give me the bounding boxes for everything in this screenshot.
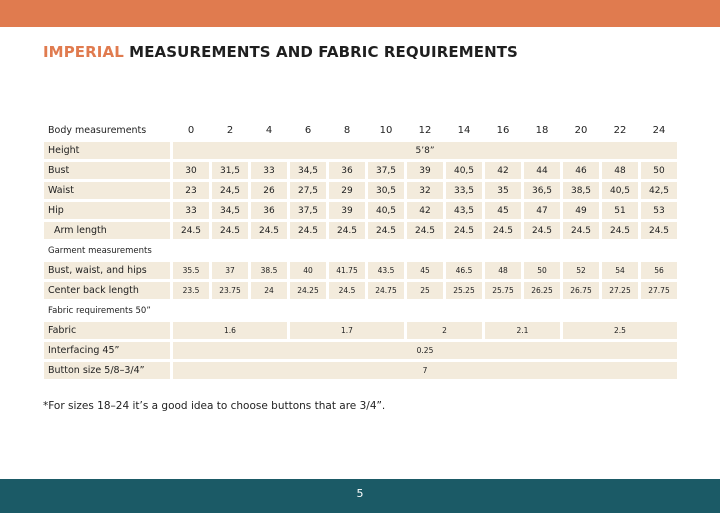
table-cell: 24.5: [485, 222, 521, 239]
table-cell: 27.25: [602, 282, 638, 299]
table-cell: 49: [563, 202, 599, 219]
table-cell: 26.75: [563, 282, 599, 299]
row-label: Interfacing 45”: [44, 342, 170, 359]
row-label: Bust, waist, and hips: [44, 262, 170, 279]
center-back-length-row: [44, 282, 677, 299]
table-cell: 29: [329, 182, 365, 199]
table-cell: 24.5: [368, 222, 404, 239]
size-header: 18: [535, 125, 549, 136]
height-row: [44, 142, 677, 159]
size-header: 20: [574, 125, 588, 136]
table-cell: 24.5: [563, 222, 599, 239]
table-cell: 24.5: [602, 222, 638, 239]
table-cell: 34,5: [212, 202, 248, 219]
bust-row: [44, 162, 677, 179]
table-cell: 50: [524, 262, 560, 279]
row-label: Waist: [44, 182, 170, 199]
table-cell: 38,5: [563, 182, 599, 199]
fabric-cell: 2.5: [563, 322, 677, 339]
table-cell: 54: [602, 262, 638, 279]
table-cell: 33,5: [446, 182, 482, 199]
table-cell: 24.5: [329, 282, 365, 299]
table-cell: 37,5: [368, 162, 404, 179]
row-label: Hip: [44, 202, 170, 219]
row-label: Fabric: [44, 322, 170, 339]
table-cell: 34,5: [290, 162, 326, 179]
fabric-cell: 1.7: [290, 322, 404, 339]
size-header: 14: [457, 125, 471, 136]
table-cell: 35.5: [173, 262, 209, 279]
table-cell: 26: [251, 182, 287, 199]
table-cell: 24.5: [446, 222, 482, 239]
table-cell: 53: [641, 202, 677, 219]
table-cell: 24.5: [407, 222, 443, 239]
table-cell: 25.25: [446, 282, 482, 299]
table-cell: 56: [641, 262, 677, 279]
waist-row: [44, 182, 677, 199]
page-number: 5: [356, 487, 364, 500]
size-header: 10: [379, 125, 393, 136]
row-label: Arm length: [44, 222, 170, 239]
table-cell: 41.75: [329, 262, 365, 279]
table-cell: 47: [524, 202, 560, 219]
fabric-row: [44, 322, 677, 339]
button-size-row: [44, 362, 677, 379]
table-cell: 23: [173, 182, 209, 199]
table-cell: 32: [407, 182, 443, 199]
size-header: 16: [496, 125, 510, 136]
top-accent-bar: [0, 0, 720, 27]
row-label: Bust: [44, 162, 170, 179]
table-cell: 30: [173, 162, 209, 179]
table-cell: 37,5: [290, 202, 326, 219]
size-header-row: [44, 122, 677, 139]
table-cell: 24: [251, 282, 287, 299]
size-header: 0: [187, 125, 195, 136]
size-header: 6: [304, 125, 312, 136]
table-cell: 24.75: [368, 282, 404, 299]
bust-waist-hips-row: [44, 262, 677, 279]
row-label: Height: [44, 142, 170, 159]
table-cell: 33: [173, 202, 209, 219]
fabric-requirements-heading: Fabric requirements 50”: [48, 305, 151, 316]
table-cell: 48: [602, 162, 638, 179]
size-header: 12: [418, 125, 432, 136]
table-cell: 46.5: [446, 262, 482, 279]
page-title: [43, 43, 518, 61]
table-cell: 39: [407, 162, 443, 179]
footnote: *For sizes 18–24 it’s a good idea to choose buttons that are 3/4”.: [43, 400, 386, 412]
table-cell: 24.5: [641, 222, 677, 239]
table-cell: 42: [407, 202, 443, 219]
interfacing-row: [44, 342, 677, 359]
table-cell: 38.5: [251, 262, 287, 279]
table-cell: 42: [485, 162, 521, 179]
table-cell: 40: [290, 262, 326, 279]
page-title-accent: IMPERIAL: [43, 43, 124, 61]
fabric-cell: 1.6: [173, 322, 287, 339]
fabric-cell: 2: [407, 322, 482, 339]
table-cell: 23.75: [212, 282, 248, 299]
interfacing-value: 0.25: [173, 342, 677, 359]
fabric-cell: 2.1: [485, 322, 560, 339]
body-measurements-heading: Body measurements: [48, 125, 147, 136]
table-cell: 40,5: [602, 182, 638, 199]
table-cell: 35: [485, 182, 521, 199]
page-title-rest: MEASUREMENTS AND FABRIC REQUIREMENTS: [123, 43, 518, 61]
table-cell: 33: [251, 162, 287, 179]
footer-bar: [0, 479, 720, 513]
table-cell: 45: [485, 202, 521, 219]
table-cell: 24,5: [212, 182, 248, 199]
table-cell: 27,5: [290, 182, 326, 199]
table-cell: 44: [524, 162, 560, 179]
table-cell: 24.5: [329, 222, 365, 239]
size-chart-table: [41, 119, 680, 382]
table-cell: 36: [251, 202, 287, 219]
table-cell: 25: [407, 282, 443, 299]
button-size-value: 7: [173, 362, 677, 379]
table-cell: 24.5: [251, 222, 287, 239]
row-label: Center back length: [44, 282, 170, 299]
table-cell: 23.5: [173, 282, 209, 299]
table-cell: 46: [563, 162, 599, 179]
table-cell: 39: [329, 202, 365, 219]
table-cell: 24.5: [212, 222, 248, 239]
table-cell: 40,5: [446, 162, 482, 179]
table-cell: 27.75: [641, 282, 677, 299]
table-cell: 45: [407, 262, 443, 279]
table-cell: 25.75: [485, 282, 521, 299]
size-header: 8: [343, 125, 351, 136]
table-cell: 42,5: [641, 182, 677, 199]
arm-length-row: [44, 222, 677, 239]
size-header: 4: [265, 125, 273, 136]
table-cell: 24.5: [290, 222, 326, 239]
table-cell: 52: [563, 262, 599, 279]
table-cell: 50: [641, 162, 677, 179]
table-cell: 43.5: [368, 262, 404, 279]
height-value: 5’8”: [173, 142, 677, 159]
hip-row: [44, 202, 677, 219]
garment-measurements-heading: Garment measurements: [48, 245, 152, 256]
table-cell: 36: [329, 162, 365, 179]
table-cell: 24.25: [290, 282, 326, 299]
table-cell: 30,5: [368, 182, 404, 199]
size-header: 2: [226, 125, 234, 136]
table-cell: 48: [485, 262, 521, 279]
table-cell: 51: [602, 202, 638, 219]
size-header: 24: [652, 125, 666, 136]
size-header: 22: [613, 125, 627, 136]
table-cell: 26.25: [524, 282, 560, 299]
table-cell: 43,5: [446, 202, 482, 219]
garment-section-row: [44, 242, 677, 259]
table-cell: 31,5: [212, 162, 248, 179]
table-cell: 40,5: [368, 202, 404, 219]
table-cell: 24.5: [524, 222, 560, 239]
fabric-section-row: [44, 302, 677, 319]
table-cell: 24.5: [173, 222, 209, 239]
row-label: Button size 5/8–3/4”: [44, 362, 170, 379]
table-cell: 37: [212, 262, 248, 279]
table-cell: 36,5: [524, 182, 560, 199]
